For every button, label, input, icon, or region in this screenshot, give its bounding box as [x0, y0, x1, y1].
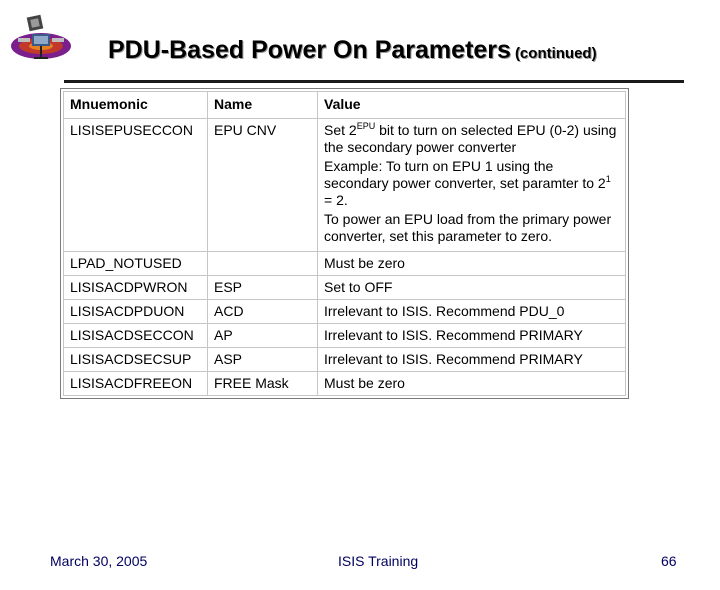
value-text: Set 2: [324, 122, 357, 138]
cell-mnemonic: LISISEPUSECCON: [64, 119, 208, 252]
value-text: = 2.: [324, 192, 348, 208]
value-paragraph: [324, 158, 619, 209]
cell-value: Set to OFF: [318, 276, 626, 300]
value-superscript: 1: [605, 174, 611, 184]
cell-name: EPU CNV: [208, 119, 318, 252]
column-header-name: Name: [208, 92, 318, 119]
slide-title: [108, 36, 597, 65]
table-row: [64, 324, 626, 348]
footer-title: ISIS Training: [338, 553, 419, 569]
cell-value: Irrelevant to ISIS. Recommend PRIMARY: [318, 324, 626, 348]
cell-name: [208, 252, 318, 276]
table-row: [64, 300, 626, 324]
value-paragraph: [324, 211, 619, 245]
cell-mnemonic: LISISACDPWRON: [64, 276, 208, 300]
cell-value: Irrelevant to ISIS. Recommend PRIMARY: [318, 348, 626, 372]
isis-logo: [8, 12, 74, 68]
parameter-table-frame: [60, 88, 629, 399]
table-header-row: [64, 92, 626, 119]
cell-mnemonic: LPAD_NOTUSED: [64, 252, 208, 276]
cell-mnemonic: LISISACDSECCON: [64, 324, 208, 348]
table-row: [64, 276, 626, 300]
value-text: Example: To turn on EPU 1 using the secondary power converter, set paramter to 2: [324, 158, 606, 191]
cell-name: ACD: [208, 300, 318, 324]
parameter-table: [63, 91, 626, 396]
cell-value: Must be zero: [318, 372, 626, 396]
slide-title-main: PDU-Based Power On Parameters: [108, 36, 511, 64]
cell-name: AP: [208, 324, 318, 348]
cell-value: [318, 119, 626, 252]
page-number: 66: [661, 553, 677, 569]
table-row: [64, 348, 626, 372]
value-text: To power an EPU load from the primary power converter, set this parameter to zero.: [324, 211, 612, 244]
cell-mnemonic: LISISACDFREEON: [64, 372, 208, 396]
cell-name: ASP: [208, 348, 318, 372]
value-text: bit to turn on selected EPU (0-2) using the secondary power converter: [324, 122, 617, 155]
cell-name: FREE Mask: [208, 372, 318, 396]
slide-subtitle: (continued): [514, 45, 597, 62]
cell-value: Irrelevant to ISIS. Recommend PDU_0: [318, 300, 626, 324]
cell-name: ESP: [208, 276, 318, 300]
cell-mnemonic: LISISACDSECSUP: [64, 348, 208, 372]
column-header-mnemonic: Mnuemonic: [64, 92, 208, 119]
title-divider: [64, 80, 684, 83]
value-superscript: EPU: [356, 121, 376, 131]
cell-mnemonic: LISISACDPDUON: [64, 300, 208, 324]
table-row: [64, 252, 626, 276]
table-row: [64, 372, 626, 396]
footer-date: March 30, 2005: [50, 553, 148, 569]
cell-value: Must be zero: [318, 252, 626, 276]
table-row: [64, 119, 626, 252]
column-header-value: Value: [318, 92, 626, 119]
value-paragraph: [324, 122, 619, 156]
